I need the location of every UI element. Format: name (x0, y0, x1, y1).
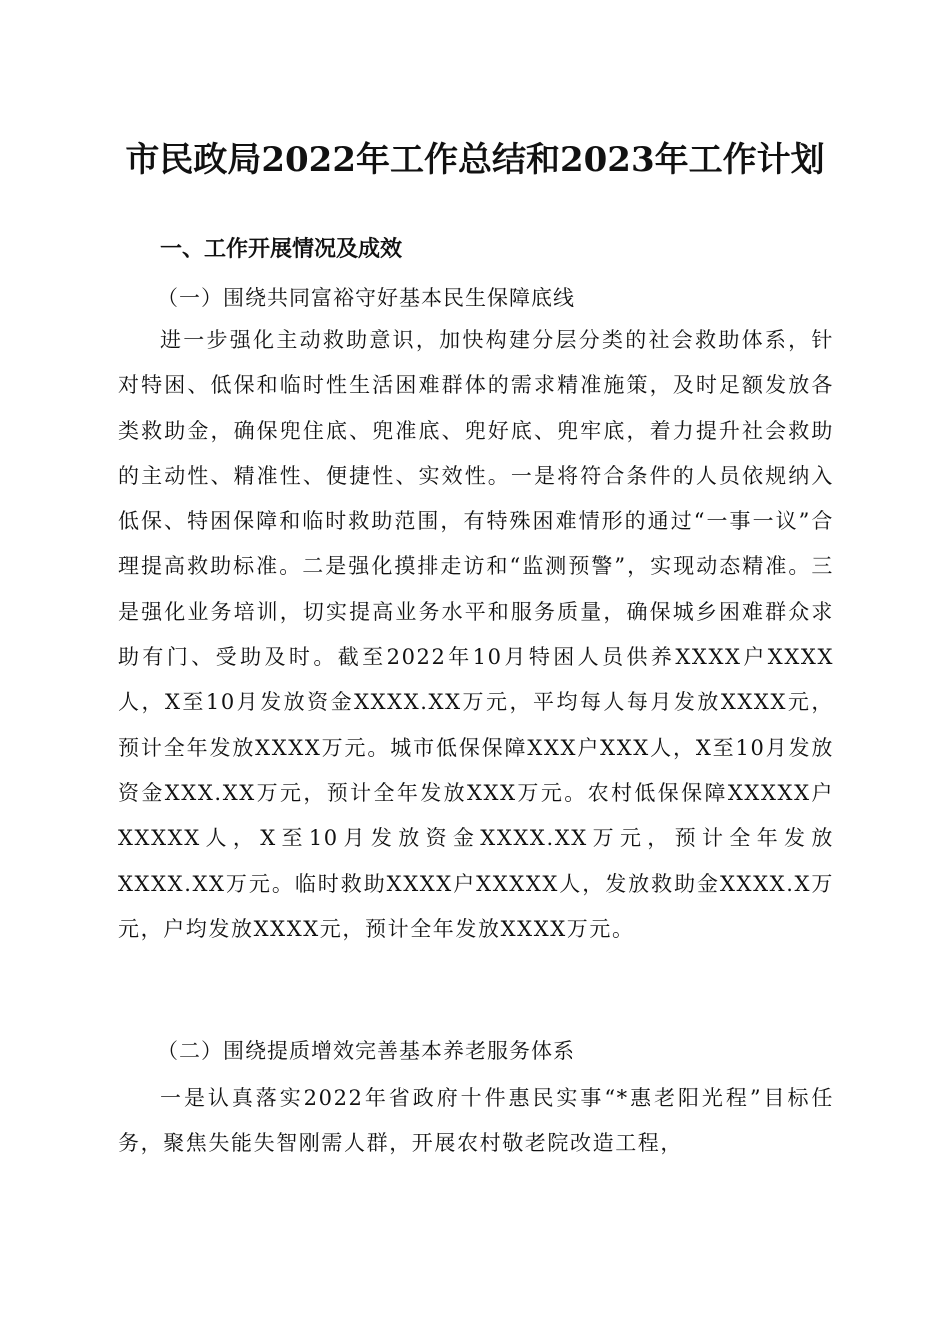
section-heading: 一、工作开展情况及成效 (160, 237, 403, 262)
subsection-heading: （二）围绕提质增效完善基本养老服务体系 (157, 1039, 575, 1063)
body-paragraph: 一是认真落实2022年省政府十件惠民实事“*惠老阳光程”目标任务，聚焦失能失智刚需人群，开展农村敬老院改造工程， (118, 1086, 834, 1156)
document-title: 市民政局2022年工作总结和2023年工作计划 (125, 140, 825, 180)
subsection-heading: （一）围绕共同富裕守好基本民生保障底线 (157, 286, 575, 310)
body-paragraph: 进一步强化主动救助意识，加快构建分层分类的社会救助体系，针对特困、低保和临时性生活困难群体的需求精准施策，及时足额发放各类救助金，确保兜住底、兜准底、兜好底、兜牢底，着力提升社会救助的主动性、精准性、便捷性、实效性。一是将符合条件的人员依规纳入低保、特困保障和临时救助范围，有特殊困难情形的通过“一事一议”合理提高救助标准。二是强化摸排走访和“监测预警”，实现动态精准。三是强化业务培训，切实提高业务水平和服务质量，确保城乡困难群众求助有门、受助及时。截至2022年10月特困人员供养XXXX户XXXX人，X至10月发放资金XXXX.XX万元，平均每人每月发放XXXX元，预计全年发放XXXX万元。城市低保保障XXX户XXX人，X至10月发放资金XXX.XX万元，预计全年发放XXX万元。农村低保保障XXXXX户XXXXX人，X至10月发放资金XXXX.XX万元，预计全年发放XXXX.XX万元。临时救助XXXX户XXXXX人，发放救助金XXXX.X万元，户均发放XXXX元，预计全年发放XXXX万元。 (118, 328, 834, 941)
